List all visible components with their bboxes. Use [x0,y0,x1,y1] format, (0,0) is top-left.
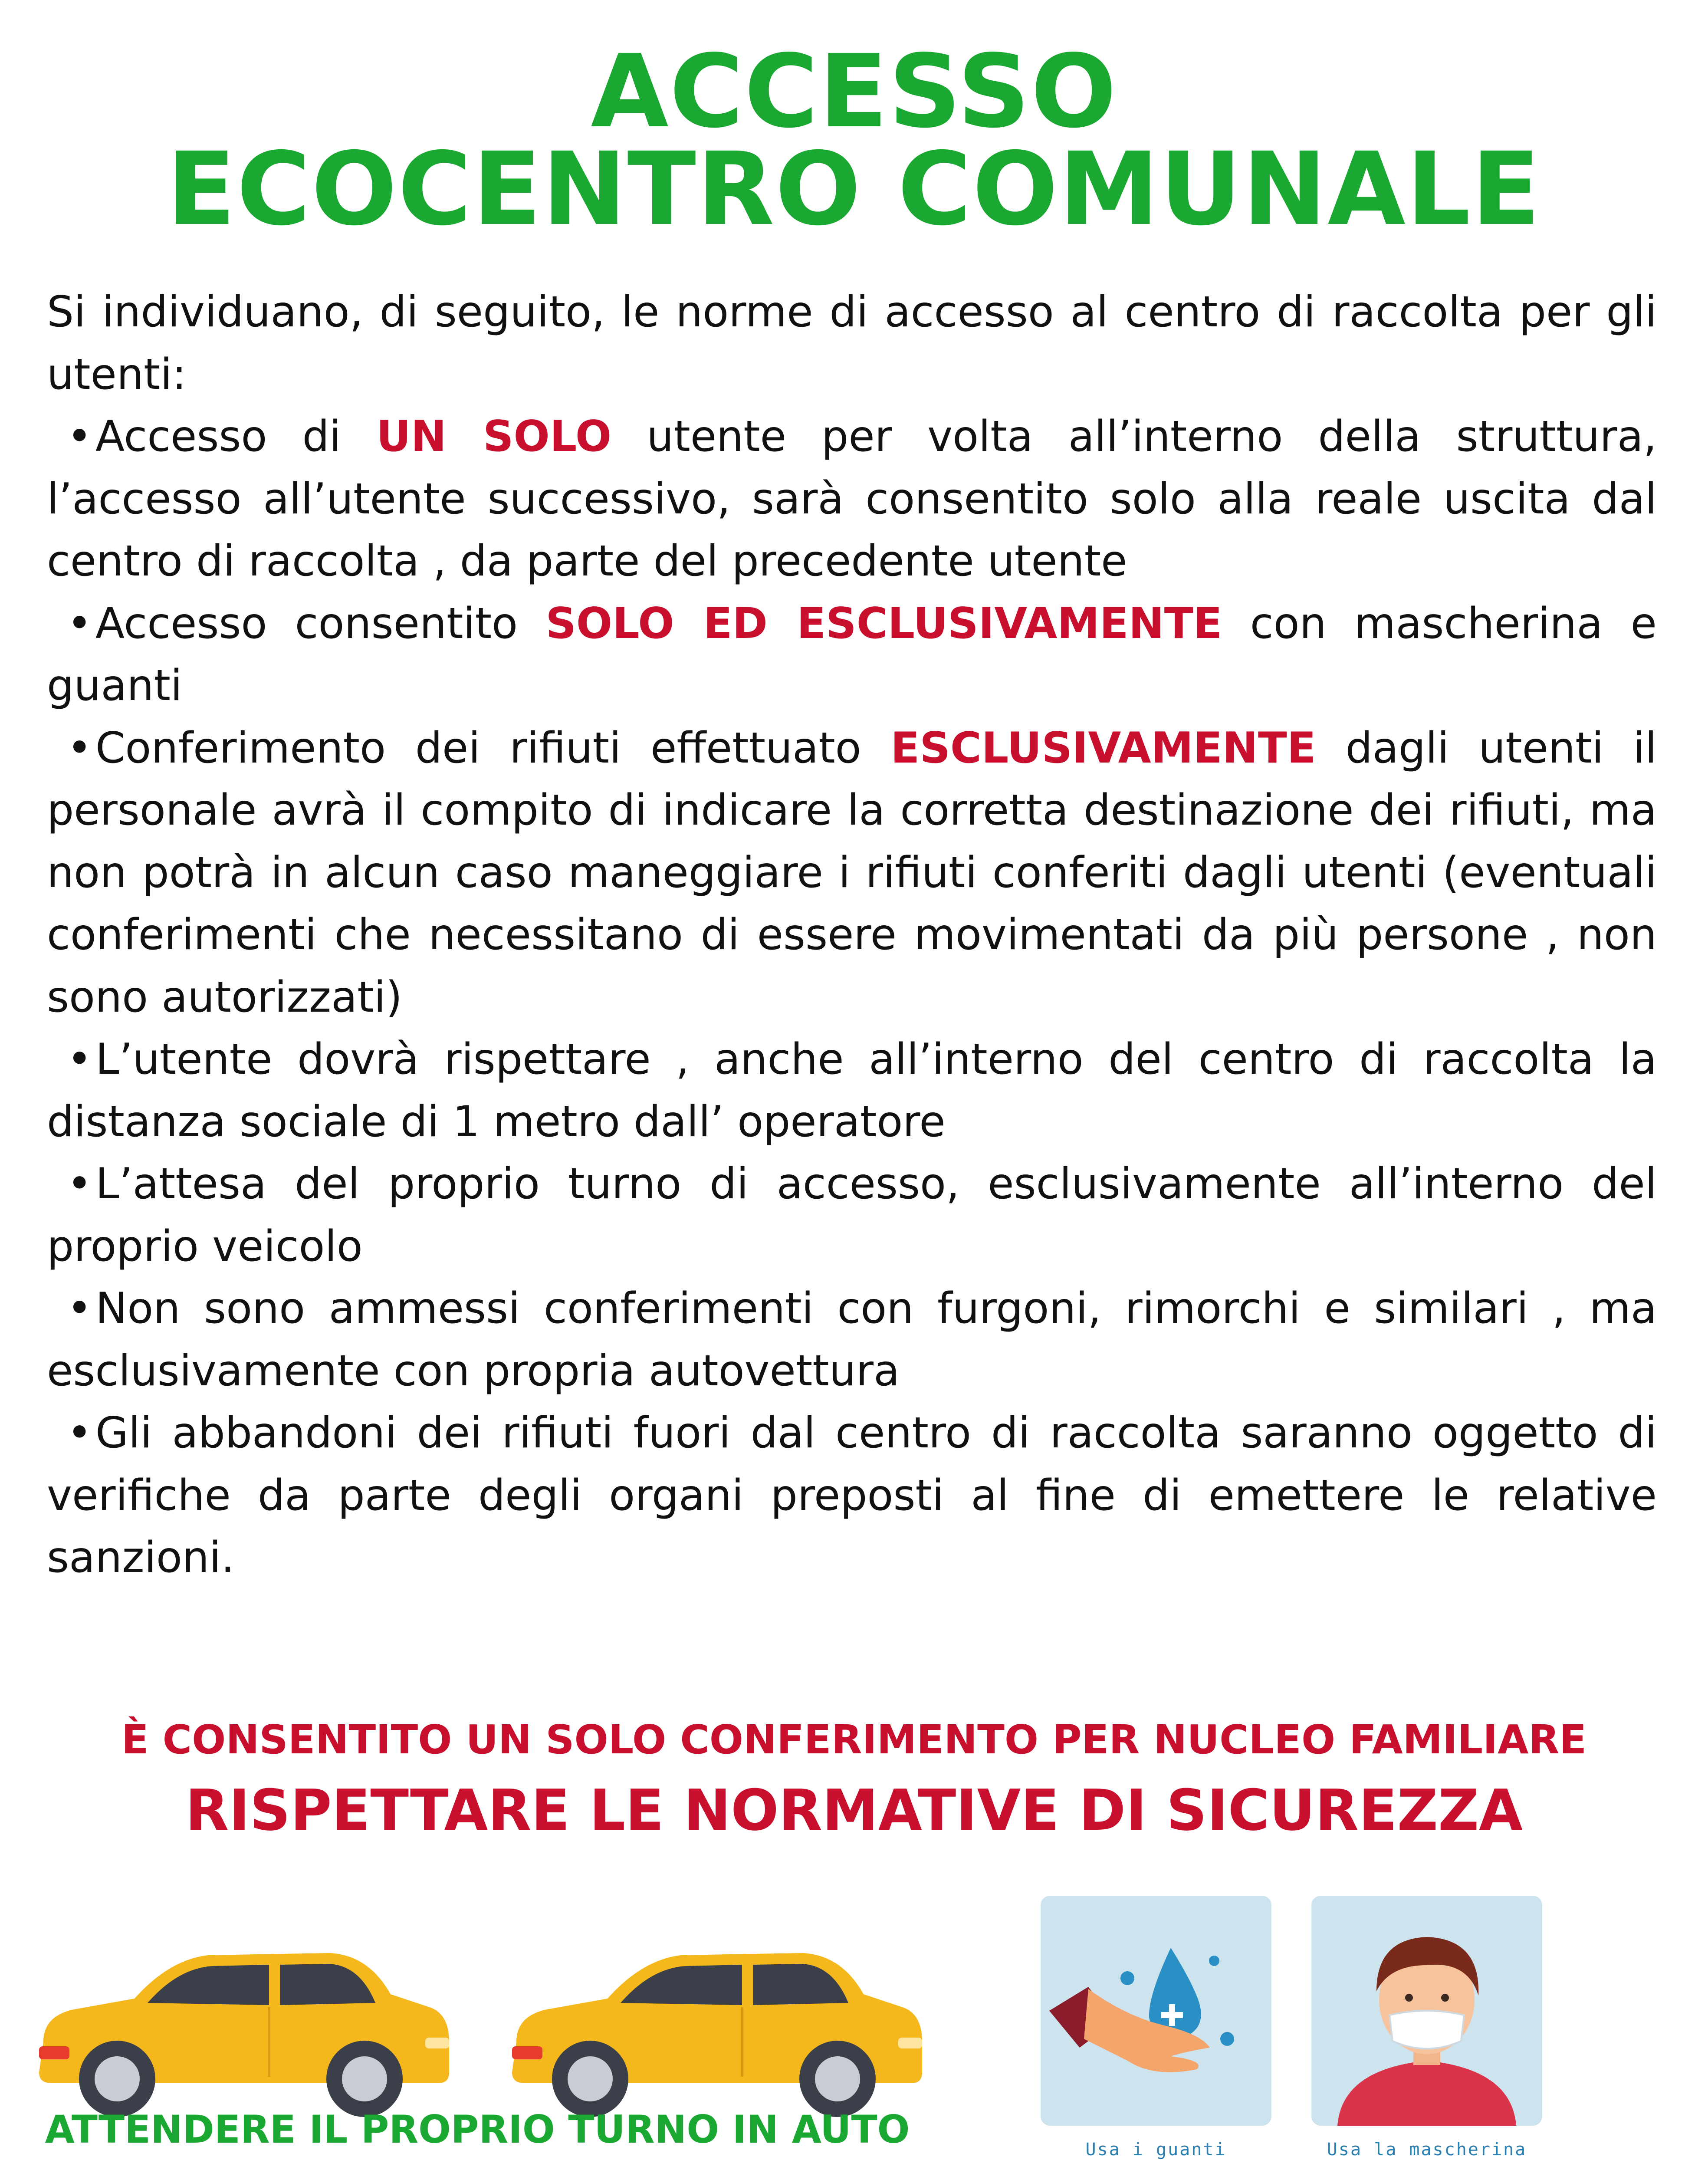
gloves-card [1041,1896,1271,2126]
bullet-icon: • [67,1284,92,1333]
gloves-caption: Usa i guanti [1085,2140,1227,2160]
bullet-icon: • [67,1159,92,1209]
bullet-icon: • [67,598,92,648]
rule-highlight: SOLO ED ESCLUSIVAMENTE [545,598,1222,648]
rule-item: •Gli abbandoni dei rifiuti fuori dal centro di raccolta saranno oggetto di verifiche da parte degli organi preposti al fine di emettere le relative sanzioni. [47,1402,1657,1589]
page-title-line2: ECOCENTRO COMUNALE [167,131,1541,248]
rule-highlight: ESCLUSIVAMENTE [890,723,1316,773]
sanitizer-hand-icon [1041,1896,1271,2126]
page-title-line1: ACCESSO [591,33,1117,150]
mask-caption: Usa la mascherina [1327,2140,1527,2160]
bullet-icon: • [67,412,92,461]
bullet-icon: • [67,1408,92,1458]
bullet-icon: • [67,723,92,773]
mask-card [1311,1896,1542,2126]
intro-paragraph: Si individuano, di seguito, le norme di accesso al centro di raccolta per gli utenti: [47,287,1657,399]
car-icon [26,1933,460,2120]
rule-item: •Conferimento dei rifiuti effettuato ESCLUSIVAMENTE dagli utenti il personale avrà il compito di indicare la corretta destinazione dei rifiuti, ma non potrà in alcun caso maneggiare i rifiuti conferiti dagli utenti (eventuali conferimenti che necessitano di essere movimentati da più persone , non sono autorizzati) [47,717,1657,1029]
rule-item: •Accesso di UN SOLO utente per volta all’interno della struttura, l’accesso all’utente successivo, sarà consentito solo alla reale uscita dal centro di raccolta , da parte del precedente utente [47,406,1657,593]
person-mask-icon [1311,1896,1542,2126]
rule-highlight: UN SOLO [376,412,612,461]
notice-one-conferimento: È CONSENTITO UN SOLO CONFERIMENTO PER NUCLEO FAMILIARE [121,1716,1587,1763]
rule-item: •Accesso consentito SOLO ED ESCLUSIVAMENTE con mascherina e guanti [47,593,1657,717]
car-icon [499,1933,933,2120]
bullet-icon: • [67,1035,92,1084]
rules-text [47,281,1657,1589]
rule-item: •L’attesa del proprio turno di accesso, esclusivamente all’interno del proprio veicolo [47,1153,1657,1278]
rule-item: •Non sono ammessi conferimenti con furgoni, rimorchi e similari , ma esclusivamente con propria autovettura [47,1278,1657,1402]
rule-item: •L’utente dovrà rispettare , anche all’interno del centro di raccolta la distanza sociale di 1 metro dall’ operatore [47,1029,1657,1153]
notice-safety: RISPETTARE LE NORMATIVE DI SICUREZZA [185,1777,1523,1843]
wait-in-car-label: ATTENDERE IL PROPRIO TURNO IN AUTO [45,2107,910,2152]
